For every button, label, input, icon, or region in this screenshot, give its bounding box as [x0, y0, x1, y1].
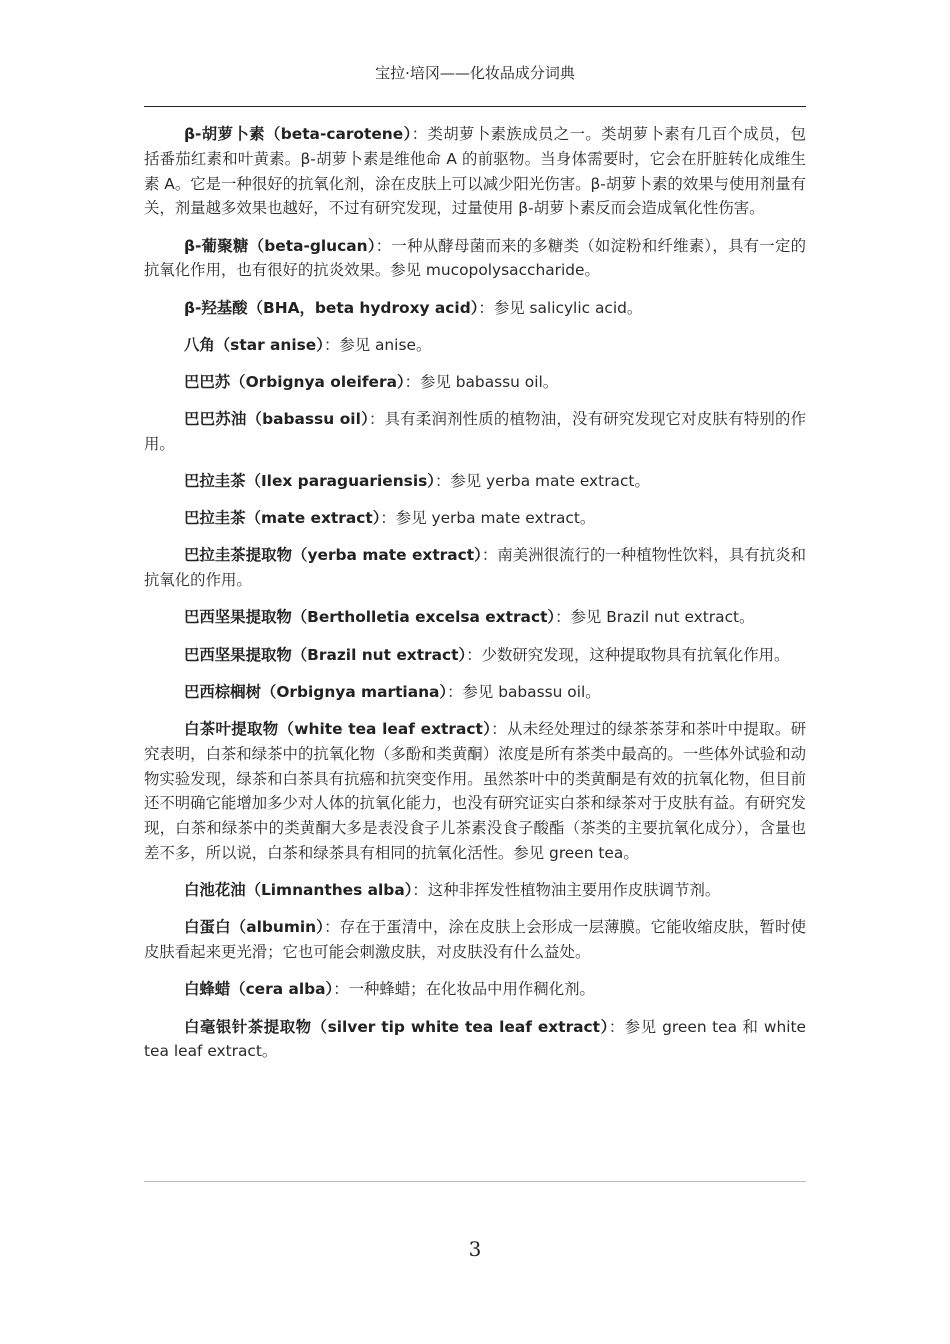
entry-term: 白茶叶提取物（white tea leaf extract） [184, 720, 492, 739]
entry-term: 巴拉圭茶提取物（yerba mate extract） [184, 546, 482, 565]
entry-definition: ：具有柔润剂性质的植物油，没有研究发现它对皮肤有特别的作用。 [144, 410, 806, 453]
entry-cera-alba [144, 977, 806, 1002]
entry-definition: ：参见 salicylic acid。 [478, 298, 643, 317]
entry-term: 白蛋白（albumin） [184, 918, 325, 937]
entry-albumin [144, 915, 806, 965]
entry-definition: ：少数研究发现，这种提取物具有抗氧化作用。 [466, 645, 790, 664]
entry-bertholletia-excelsa [144, 605, 806, 630]
entry-white-tea-leaf-extract [144, 717, 806, 866]
entry-term: 巴巴苏油（babassu oil） [184, 410, 369, 429]
entry-orbignya-oleifera [144, 370, 806, 395]
entry-beta-carotene [144, 122, 806, 221]
entry-term: 白蜂蜡（cera alba） [184, 980, 334, 999]
entry-definition: ：一种蜂蜡；在化妆品中用作稠化剂。 [333, 980, 595, 999]
entry-term: 白毫银针茶提取物（silver tip white tea leaf extract） [184, 1017, 609, 1036]
entry-definition: ：存在于蛋清中，涂在皮肤上会形成一层薄膜。它能收缩皮肤，暂时使皮肤看起来更光滑；它也可能会刺激皮肤，对皮肤没有什么益处。 [144, 918, 806, 962]
entry-term: 巴西坚果提取物（Brazil nut extract） [184, 645, 467, 664]
entry-term: β-羟基酸（BHA，beta hydroxy acid） [184, 298, 479, 317]
entry-definition: ：参见 green tea 和 white tea leaf extract。 [144, 1017, 806, 1061]
entry-definition: ：一种从酵母菌而来的多糖类（如淀粉和纤维素），具有一定的抗氧化作用，也有很好的抗炎效果。参见 mucopolysaccharide。 [144, 236, 806, 280]
entry-definition: ：参见 babassu oil。 [447, 682, 601, 701]
entry-term: 巴西棕榈树（Orbignya martiana） [184, 682, 448, 701]
entry-definition: ：参见 anise。 [323, 335, 432, 354]
entry-bha [144, 296, 806, 321]
entry-brazil-nut-extract [144, 643, 806, 668]
entry-definition: ：参见 yerba mate extract。 [434, 472, 650, 491]
entry-term: 巴拉圭茶（Ilex paraguariensis） [184, 472, 435, 491]
header-divider [144, 106, 806, 107]
entry-term: β-葡聚糖（beta-glucan） [184, 236, 376, 255]
entry-babassu-oil [144, 407, 806, 457]
entry-term: 巴西坚果提取物（Bertholletia excelsa extract） [184, 608, 556, 627]
entry-term: β-胡萝卜素（beta-carotene） [184, 125, 412, 143]
entry-term: 八角（star anise） [184, 335, 324, 354]
running-header: 宝拉·培冈——化妆品成分词典 [375, 64, 575, 82]
entry-silver-tip-white-tea [144, 1015, 806, 1065]
entry-definition: ：参见 Brazil nut extract。 [555, 608, 755, 627]
entry-definition: ：这种非挥发性植物油主要用作皮肤调节剂。 [412, 881, 721, 900]
page-number: 3 [468, 1237, 482, 1261]
entry-definition: ：南美洲很流行的一种植物性饮料，具有抗炎和抗氧化的作用。 [144, 546, 806, 590]
entry-definition: ：类胡萝卜素族成员之一。类胡萝卜素有几百个成员，包括番茄红素和叶黄素。β-胡萝卜素是维他命 A 的前驱物。当身体需要时，它会在肝脏转化成维生素 A。它是一种很好的抗氧化剂，涂在皮肤上可以减少阳光伤害。β-胡萝卜素的效果与使用剂量有关，剂量越多效果也越好，不过有研究发现，过量使用 β-胡萝卜素反而会造成氧化性伤害。 [144, 125, 806, 218]
dictionary-entries [144, 122, 806, 1077]
entry-limnanthes-alba [144, 878, 806, 903]
footer-divider [144, 1181, 806, 1182]
entry-term: 巴拉圭茶（mate extract） [184, 509, 381, 528]
entry-beta-glucan [144, 234, 806, 284]
entry-ilex-paraguariensis [144, 469, 806, 494]
entry-term: 白池花油（Limnanthes alba） [184, 881, 413, 900]
entry-mate-extract [144, 506, 806, 531]
entry-term: 巴巴苏（Orbignya oleifera） [184, 372, 405, 391]
entry-definition: ：参见 babassu oil。 [404, 372, 559, 391]
entry-yerba-mate-extract [144, 543, 806, 593]
entry-orbignya-martiana [144, 680, 806, 705]
entry-star-anise [144, 333, 806, 358]
entry-definition: ：从未经处理过的绿茶茶芽和茶叶中提取。研究表明，白茶和绿茶中的抗氧化物（多酚和类黄酮）浓度是所有茶类中最高的。一些体外试验和动物实验发现，绿茶和白茶具有抗癌和抗突变作用。虽然茶叶中的类黄酮是有效的抗氧化物，但目前还不明确它能增加多少对人体的抗氧化能力，也没有研究证实白茶和绿茶对于皮肤有益。有研究发现，白茶和绿茶中的类黄酮大多是表没食子儿茶素没食子酸酯（茶类的主要抗氧化成分），含量也差不多，所以说，白茶和绿茶具有相同的抗氧化活性。参见 green tea。 [144, 720, 806, 863]
entry-definition: ：参见 yerba mate extract。 [380, 509, 596, 528]
